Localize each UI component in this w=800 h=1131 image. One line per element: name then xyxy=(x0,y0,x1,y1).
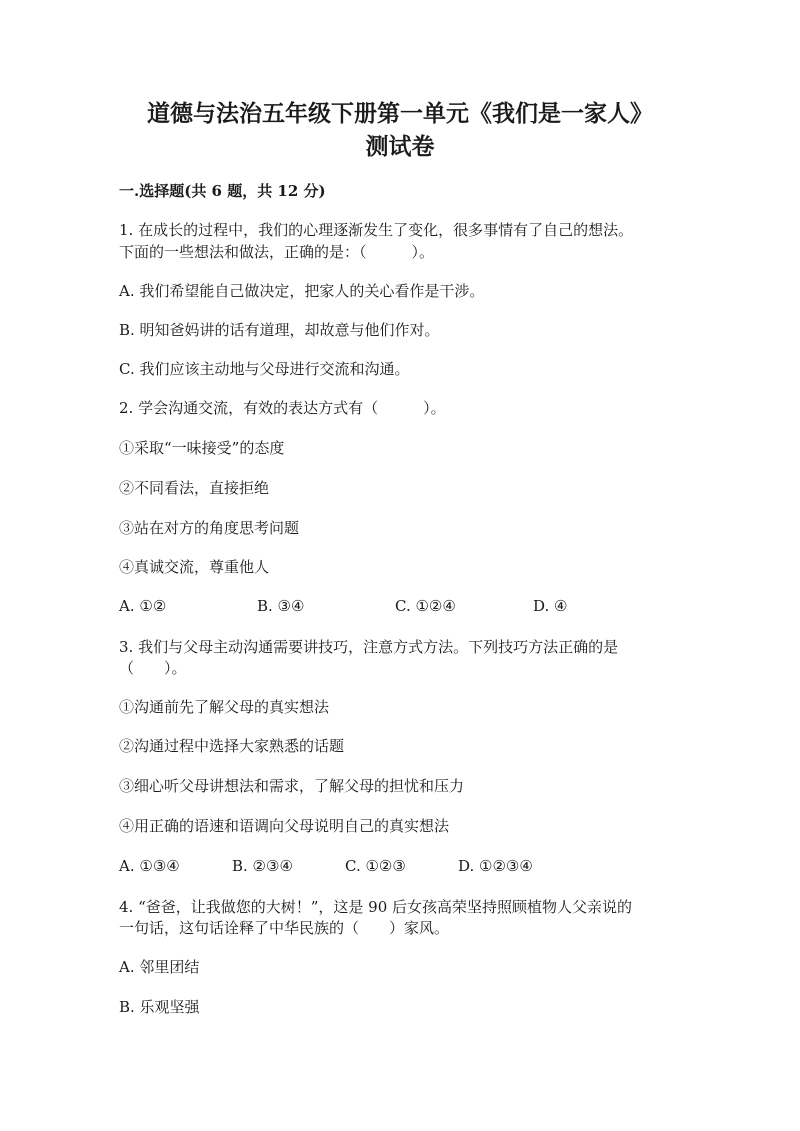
question-4-option-a: A. 邻里团结 xyxy=(119,958,200,976)
question-3-option-d: D. ①②③④ xyxy=(458,857,533,875)
question-3-item-2: ②沟通过程中选择大家熟悉的话题 xyxy=(119,737,345,755)
question-3-item-1: ①沟通前先了解父母的真实想法 xyxy=(119,698,330,716)
question-3-stem-line-2: （ ）。 xyxy=(119,659,187,677)
question-2-item-1: ①采取“一味接受”的态度 xyxy=(119,439,285,457)
question-4-stem-line-1: 4. “爸爸，让我做您的大树！”，这是 90 后女孩高荣坚持照顾植物人父亲说的 xyxy=(119,898,633,916)
question-1-option-a: A. 我们希望能自己做决定，把家人的关心看作是干涉。 xyxy=(119,282,485,300)
question-4-option-b: B. 乐观坚强 xyxy=(119,998,200,1016)
question-2-item-4: ④真诚交流，尊重他人 xyxy=(119,558,270,576)
question-1-stem-line-1: 1. 在成长的过程中，我们的心理逐渐发生了变化，很多事情有了自己的想法。 xyxy=(119,221,634,239)
question-1-option-c: C. 我们应该主动地与父母进行交流和沟通。 xyxy=(119,360,410,378)
question-2-option-d: D. ④ xyxy=(533,597,568,615)
question-2-option-a: A. ①② xyxy=(119,597,167,615)
question-2-item-3: ③站在对方的角度思考问题 xyxy=(119,519,300,537)
section-heading: 一.选择题(共 6 题，共 12 分) xyxy=(119,182,326,200)
question-3-option-c: C. ①②③ xyxy=(345,857,406,875)
page-subtitle: 测试卷 xyxy=(365,133,435,160)
question-3-stem-line-1: 3. 我们与父母主动沟通需要讲技巧，注意方式方法。下列技巧方法正确的是 xyxy=(119,638,619,656)
question-2-option-c: C. ①②④ xyxy=(395,597,456,615)
question-2-option-b: B. ③④ xyxy=(257,597,305,615)
question-3-item-4: ④用正确的语速和语调向父母说明自己的真实想法 xyxy=(119,817,450,835)
question-4-stem-line-2: 一句话，这句话诠释了中华民族的（ ）家风。 xyxy=(119,919,450,937)
question-1-option-b: B. 明知爸妈讲的话有道理，却故意与他们作对。 xyxy=(119,321,440,339)
question-3-item-3: ③细心听父母讲想法和需求，了解父母的担忧和压力 xyxy=(119,777,465,795)
page-title: 道德与法治五年级下册第一单元《我们是一家人》 xyxy=(147,100,653,127)
question-3-option-a: A. ①③④ xyxy=(119,857,180,875)
question-2-item-2: ②不同看法，直接拒绝 xyxy=(119,479,270,497)
question-1-stem-line-2: 下面的一些想法和做法，正确的是：（ ）。 xyxy=(119,243,435,261)
question-2-stem: 2. 学会沟通交流，有效的表达方式有（ ）。 xyxy=(119,399,446,417)
question-3-option-b: B. ②③④ xyxy=(232,857,293,875)
